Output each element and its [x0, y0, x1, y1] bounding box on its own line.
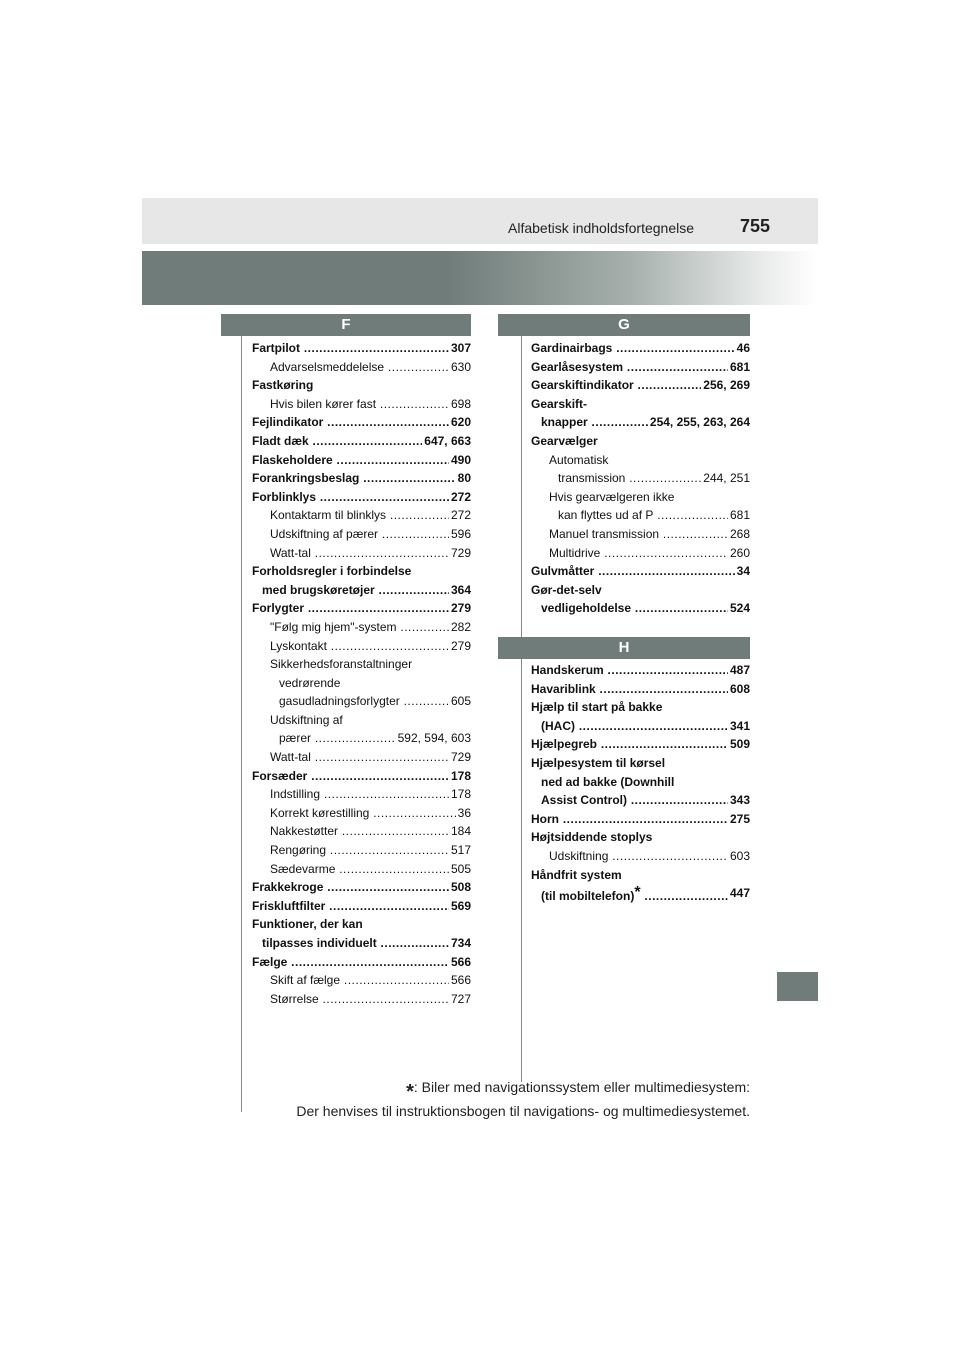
index-entry-term: Multidrive [549, 545, 601, 560]
section-header-f: F [221, 314, 471, 336]
footnote-line-1 [406, 1079, 750, 1104]
index-entry-term: Gearvælger [531, 433, 598, 448]
page-number: 755 [740, 216, 771, 236]
index-entry [252, 860, 471, 879]
index-entry [252, 376, 471, 395]
footnote-text-1: : Biler med navigationssystem eller multimediesystem: [413, 1079, 750, 1095]
index-entry [252, 971, 471, 990]
index-entry-term: Håndfrit system [531, 867, 622, 882]
index-entry-page: 490 [449, 451, 471, 470]
index-entry [252, 451, 471, 470]
index-entry-term: kan flyttes ud af P [558, 508, 654, 523]
index-entry [252, 581, 471, 600]
index-entry [531, 544, 750, 563]
index-entry-page: 279 [449, 637, 471, 656]
index-entry-page: 279 [449, 599, 471, 618]
index-entry [531, 866, 750, 885]
index-entry-page: 341 [728, 717, 750, 736]
index-entry [252, 413, 471, 432]
index-entry-page: 272 [449, 506, 471, 525]
index-entry [252, 934, 471, 953]
index-entry [531, 506, 750, 525]
index-entry [252, 915, 471, 934]
index-entry [252, 395, 471, 414]
index-entry [531, 717, 750, 736]
index-entry-term: Advarselsmeddelelse [270, 359, 385, 374]
index-entry-page: 244, 251 [701, 469, 750, 488]
index-entry-term: Størrelse [270, 991, 319, 1006]
index-entry-page: 509 [728, 735, 750, 754]
index-entry-term: Hjælp til start på bakke [531, 700, 663, 715]
index-entry [531, 884, 750, 903]
index-entry [531, 735, 750, 754]
index-entry-term: "Følg mig hjem"-system [270, 619, 397, 634]
index-entry-term: Udskiftning af [270, 712, 343, 727]
index-entry-term: Forsæder [252, 768, 308, 783]
index-entry [531, 376, 750, 395]
index-entry-page: 729 [449, 544, 471, 563]
index-entry-page: 272 [449, 488, 471, 507]
index-entry-page: 605 [449, 692, 471, 711]
index-entry-page: 184 [449, 822, 471, 841]
index-entry-term: vedligeholdelse [541, 601, 632, 616]
index-entry-page: 592, 594, 603 [396, 729, 471, 748]
index-entry [531, 680, 750, 699]
index-entry-page: 34 [735, 562, 750, 581]
index-list-f [252, 339, 471, 1008]
index-entry-term: pærer [279, 731, 312, 746]
index-entry-term: Fastkøring [252, 378, 314, 393]
index-entry [252, 711, 471, 730]
index-entry-page: 487 [728, 661, 750, 680]
column-rule-middle [521, 336, 522, 1082]
index-entry-page: 566 [449, 953, 471, 972]
index-entry-term: Fælge [252, 954, 288, 969]
index-entry [531, 661, 750, 680]
index-entry [252, 525, 471, 544]
index-entry-term: Horn [531, 811, 559, 826]
index-entry [252, 785, 471, 804]
index-entry-page: 508 [449, 878, 471, 897]
index-entry-term: Havariblink [531, 681, 596, 696]
index-entry [252, 841, 471, 860]
index-entry-term: med brugskøretøjer [262, 582, 375, 597]
index-entry-page: 681 [728, 506, 750, 525]
index-entry-term: Hjælpegreb [531, 737, 598, 752]
index-entry [531, 828, 750, 847]
index-entry [252, 822, 471, 841]
index-entry-page: 178 [449, 785, 471, 804]
index-entry-term: Manuel transmission [549, 526, 660, 541]
index-entry [531, 413, 750, 432]
index-entry-term: tilpasses individuelt [262, 936, 377, 950]
index-entry [252, 432, 471, 451]
index-entry-term: Gulvmåtter [531, 564, 595, 579]
index-entry [531, 773, 750, 792]
index-entry [252, 990, 471, 1009]
index-entry [252, 692, 471, 711]
index-entry-term: Sædevarme [270, 861, 336, 876]
footnote-star-marker: * [634, 884, 641, 902]
index-entry [252, 674, 471, 693]
index-entry [531, 358, 750, 377]
index-entry-term: knapper [541, 415, 588, 430]
index-entry-term: Handskerum [531, 663, 604, 677]
index-entry-term: Gardinairbags [531, 341, 613, 355]
index-entry [531, 754, 750, 773]
index-entry-page: 608 [728, 680, 750, 699]
index-entry-term: Forankringsbeslag [252, 471, 360, 486]
index-entry [252, 488, 471, 507]
index-entry-page: 46 [735, 339, 750, 358]
index-list-h [531, 661, 750, 903]
index-entry-page: 596 [449, 525, 471, 544]
index-entry [252, 562, 471, 581]
index-entry [252, 878, 471, 897]
index-entry-term: Hvis gearvælgeren ikke [549, 489, 675, 504]
index-entry-page: 734 [449, 934, 471, 953]
index-entry-page: 698 [449, 395, 471, 414]
index-entry [531, 698, 750, 717]
index-entry-page: 630 [449, 358, 471, 377]
index-entry-page: 343 [728, 791, 750, 810]
index-entry-term: Forlygter [252, 601, 305, 616]
index-entry-term: Gør-det-selv [531, 582, 602, 597]
index-entry [531, 599, 750, 618]
index-entry-term: Flaskeholdere [252, 452, 333, 467]
index-entry-term: Nakkestøtter [270, 824, 339, 839]
index-entry-term: Automatisk [549, 452, 609, 467]
index-entry-page: 256, 269 [701, 376, 750, 395]
index-entry-term: Kontaktarm til blinklys [270, 508, 387, 523]
index-entry-term: Forblinklys [252, 489, 317, 504]
index-entry [531, 488, 750, 507]
section-header-h: H [498, 637, 750, 659]
index-entry [252, 953, 471, 972]
index-entry-page: 681 [728, 358, 750, 377]
index-entry-term: Watt-tal [270, 750, 311, 765]
index-entry-term: Frakkekroge [252, 880, 324, 895]
index-entry-term: (HAC) [541, 718, 575, 733]
index-entry-term: vedrørende [279, 675, 341, 690]
index-entry-page: 447 [728, 884, 750, 903]
index-entry [252, 544, 471, 563]
index-entry-page: 282 [449, 618, 471, 637]
index-entry-page: 566 [449, 971, 471, 990]
index-entry [531, 432, 750, 451]
index-entry-term: Fejlindikator [252, 415, 324, 430]
index-entry-term: Gearskift- [531, 396, 588, 411]
page-header-title: Alfabetisk indholdsfortegnelse [508, 220, 695, 236]
section-header-g: G [498, 314, 750, 336]
index-entry [252, 506, 471, 525]
index-entry [252, 358, 471, 377]
index-entry-term: Sikkerhedsforanstaltninger [270, 657, 413, 672]
chapter-band [142, 251, 818, 305]
index-entry-term: Fartpilot [252, 341, 300, 355]
index-entry [252, 729, 471, 748]
index-entry [252, 767, 471, 786]
index-entry-term: Assist Control) [541, 793, 628, 808]
index-entry [531, 451, 750, 470]
index-entry [252, 618, 471, 637]
index-entry-page: 268 [728, 525, 750, 544]
index-entry-page: 647, 663 [422, 432, 471, 451]
index-entry-page: 364 [449, 581, 471, 600]
header-bar [142, 198, 818, 244]
index-entry-term: Funktioner, der kan [252, 917, 363, 932]
index-entry [252, 897, 471, 916]
index-entry-term: Korrekt kørestilling [270, 805, 370, 820]
index-entry [252, 655, 471, 674]
index-entry [531, 581, 750, 600]
index-entry-term: Hvis bilen kører fast [270, 396, 377, 411]
column-rule-left [241, 336, 242, 1112]
index-entry [531, 847, 750, 866]
index-entry [252, 599, 471, 618]
index-entry-term: Højtsiddende stoplys [531, 830, 653, 845]
index-entry-term: Hjælpesystem til kørsel [531, 755, 666, 770]
index-entry [252, 748, 471, 767]
index-entry-page: 524 [728, 599, 750, 618]
index-entry-page: 307 [449, 339, 471, 358]
index-entry-page: 569 [449, 897, 471, 916]
index-entry-term: (til mobiltelefon) [541, 889, 635, 903]
index-entry [531, 810, 750, 829]
index-entry-page: 254, 255, 263, 264 [648, 413, 750, 432]
index-entry [252, 804, 471, 823]
index-entry-term: Udskiftning af pærer [270, 526, 379, 541]
index-entry-page: 727 [449, 990, 471, 1009]
index-entry [531, 339, 750, 358]
index-entry-term: transmission [558, 471, 626, 486]
index-entry-page: 275 [728, 810, 750, 829]
index-entry-page: 80 [456, 469, 471, 488]
index-entry-term: Friskluftfilter [252, 898, 326, 913]
index-entry [531, 562, 750, 581]
index-entry-term: Watt-tal [270, 545, 311, 560]
index-entry-term: Lyskontakt [270, 638, 327, 653]
index-entry-term: Gearlåsesystem [531, 359, 624, 374]
index-entry [531, 395, 750, 414]
index-entry [531, 469, 750, 488]
index-entry [252, 469, 471, 488]
index-entry-page: 620 [449, 413, 471, 432]
index-entry-page: 517 [449, 841, 471, 860]
index-list-g [531, 339, 750, 618]
chapter-side-tab [777, 972, 818, 1001]
index-entry-page: 505 [449, 860, 471, 879]
footnote-line-2: Der henvises til instruktionsbogen til navigations- og multimediesystemet. [296, 1103, 750, 1119]
index-entry-page: 729 [449, 748, 471, 767]
index-entry [531, 525, 750, 544]
index-entry-term: gasudladningsforlygter [279, 694, 400, 709]
index-entry-page: 36 [456, 804, 471, 823]
index-entry-term: Rengøring [270, 843, 327, 858]
index-entry-term: Forholdsregler i forbindelse [252, 564, 412, 579]
index-entry [252, 637, 471, 656]
footnote-marker: * [406, 1081, 414, 1103]
index-entry-term: Gearskiftindikator [531, 378, 634, 393]
index-entry [531, 791, 750, 810]
index-entry-term: Skift af fælge [270, 973, 341, 988]
index-entry-term: Fladt dæk [252, 433, 309, 448]
index-entry-page: 260 [728, 544, 750, 563]
index-entry-term: Udskiftning [549, 848, 609, 863]
index-entry-page: 178 [449, 767, 471, 786]
index-entry-page: 603 [728, 847, 750, 866]
index-entry [252, 339, 471, 358]
index-entry-term: Indstilling [270, 787, 321, 802]
index-entry-term: ned ad bakke (Downhill [541, 774, 675, 789]
